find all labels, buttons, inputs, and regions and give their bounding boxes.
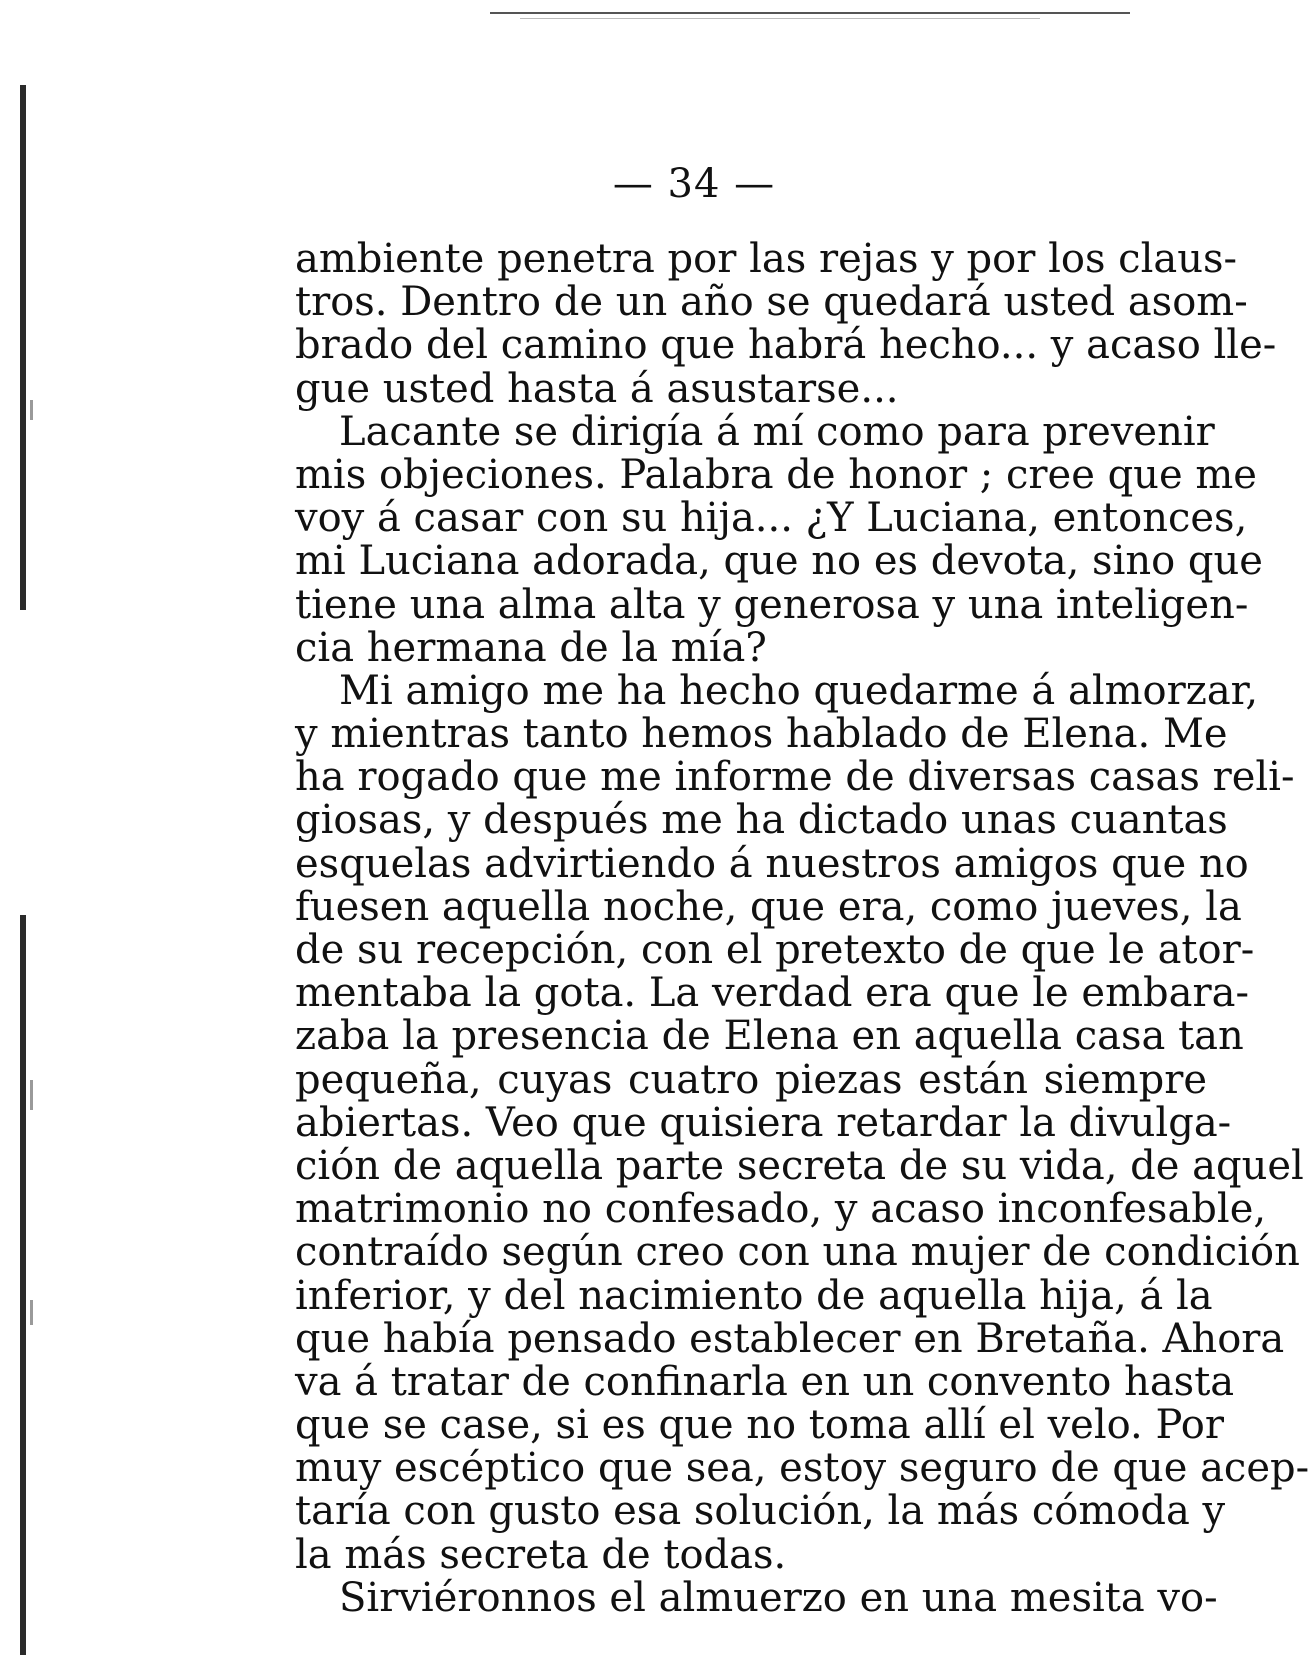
top-scan-rule-faint <box>520 18 1040 19</box>
scan-margin-edge-lower <box>20 915 26 1655</box>
top-scan-rule <box>490 12 1130 14</box>
text-line: giosas, y después me ha dictado unas cuantas <box>295 797 1228 844</box>
text-line: tiene una alma alta y generosa y una inteligen- <box>295 581 1249 628</box>
text-line: brado del camino que habrá hecho... y acaso lle- <box>295 322 1277 369</box>
text-line: taría con gusto esa solución, la más cómoda y <box>295 1488 1226 1535</box>
text-line: que se case, si es que no toma allí el velo. Por <box>295 1402 1224 1449</box>
text-line: abiertas. Veo que quisiera retardar la divulga- <box>295 1099 1232 1146</box>
text-line: voy á casar con su hija... ¿Y Luciana, entonces, <box>295 495 1248 542</box>
text-line: muy escéptico que sea, estoy seguro de que acep- <box>295 1445 1309 1492</box>
text-line: tros. Dentro de un año se quedará usted asom- <box>295 279 1248 326</box>
page-number: — 34 — <box>612 161 776 207</box>
scan-speck <box>30 400 33 420</box>
text-line: esquelas advirtiendo á nuestros amigos que no <box>295 840 1249 887</box>
text-line: Mi amigo me ha hecho quedarme á almorzar, <box>339 667 1259 714</box>
text-line: contraído según creo con una mujer de condición <box>295 1229 1300 1276</box>
scan-speck <box>30 1300 33 1325</box>
text-line: la más secreta de todas. <box>295 1531 787 1578</box>
text-line: zaba la presencia de Elena en aquella casa tan <box>295 1013 1244 1060</box>
text-line: fuesen aquella noche, que era, como jueves, la <box>295 883 1242 930</box>
text-line: de su recepción, con el pretexto de que le ator- <box>295 927 1255 973</box>
text-line: ambiente penetra por las rejas y por los claus- <box>295 236 1238 282</box>
text-line: inferior, y del nacimiento de aquella hija, á la <box>295 1272 1213 1319</box>
text-line: cia hermana de la mía? <box>295 624 767 671</box>
text-line: mentaba la gota. La verdad era que le embara- <box>295 970 1249 1017</box>
text-line: pequeña, cuyas cuatro piezas están siempre <box>295 1056 1207 1103</box>
text-line: que había pensado establecer en Bretaña. Ahora <box>295 1315 1285 1362</box>
text-line: gue usted hasta á asustarse... <box>295 365 899 412</box>
text-line: Lacante se dirigía á mí como para prevenir <box>339 408 1215 455</box>
text-line: va á tratar de confinarla en un convento hasta <box>295 1358 1235 1405</box>
text-line: mi Luciana adorada, que no es devota, sino que <box>295 538 1263 585</box>
text-line: mis objeciones. Palabra de honor ; cree que me <box>295 451 1257 498</box>
scan-speck <box>30 1080 33 1110</box>
text-line: ha rogado que me informe de diversas casas reli- <box>295 754 1295 801</box>
text-line: ción de aquella parte secreta de su vida, de aquel <box>295 1142 1304 1189</box>
text-line: matrimonio no confesado, y acaso inconfesable, <box>295 1186 1267 1233</box>
text-line: Sirviéronnos el almuerzo en una mesita vo- <box>339 1574 1218 1621</box>
body-text <box>295 236 1309 1621</box>
text-line: y mientras tanto hemos hablado de Elena. Me <box>295 711 1228 758</box>
